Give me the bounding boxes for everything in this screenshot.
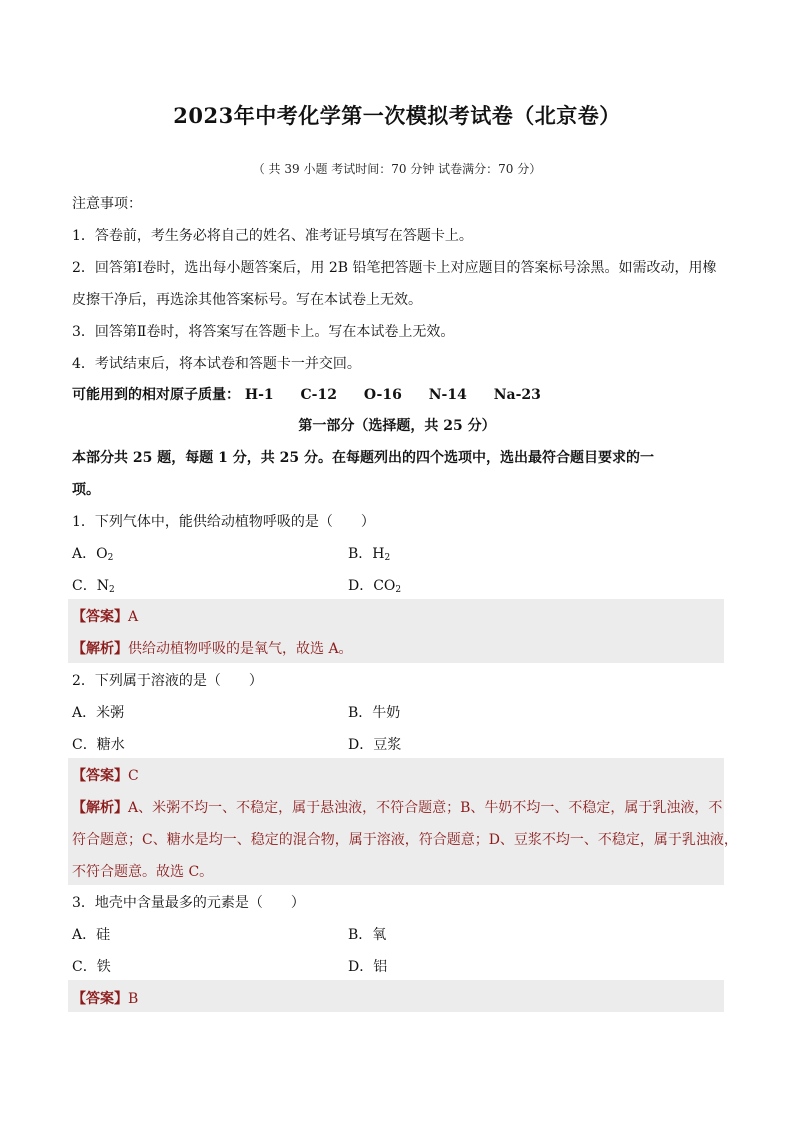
atomic-mass-h: H-1 (244, 387, 274, 403)
analysis-line: 不符合题意。故选 C。 (72, 864, 214, 880)
option-a: A．硅 (72, 927, 111, 943)
answer-line: 【答案】C (72, 768, 139, 784)
option-d: D．铝 (348, 959, 388, 975)
atomic-masses (72, 384, 563, 404)
option-a: A．$O_2$ (72, 546, 114, 563)
option-c: C．铁 (72, 959, 111, 975)
question-stem: 2．下列属于溶液的是（ ） (72, 673, 263, 689)
notice-item: 1．答卷前，考生务必将自己的姓名、准考证号填写在答题卡上。 (72, 228, 473, 244)
atomic-masses-label: 可能用到的相对原子质量： (72, 387, 240, 403)
analysis-line: 符合题意；C、糖水是均一、稳定的混合物，属于溶液，符合题意；D、豆浆不均一、不稳定，属于乳浊液， (72, 832, 738, 848)
option-c: C．糖水 (72, 737, 125, 753)
option-b: B．$H_2$ (348, 546, 391, 563)
notice-heading: 注意事项： (72, 196, 142, 212)
atomic-mass-n: N-14 (428, 387, 467, 403)
answer-line: 【答案】B (72, 991, 139, 1007)
answer-line: 【答案】A (72, 609, 139, 625)
atomic-mass-o: O-16 (363, 387, 402, 403)
section-instruction: 项。 (72, 482, 100, 498)
analysis-line: 【解析】A、米粥不均一、不稳定，属于悬浊液，不符合题意；B、牛奶不均一、不稳定，属于乳浊液，不 (72, 800, 723, 816)
section-instruction: 本部分共 25 题，每题 1 分，共 25 分。在每题列出的四个选项中，选出最符合题目要求的一 (72, 450, 654, 466)
notice-item: 2．回答第Ⅰ卷时，选出每小题答案后，用 2B 铅笔把答题卡上对应题目的答案标号涂黑。如需改动，用橡 (72, 260, 717, 276)
exam-subtitle: （ 共 39 小题 考试时间：70 分钟 试卷满分：70 分） (252, 162, 542, 176)
notice-item: 皮擦干净后，再选涂其他答案标号。写在本试卷上无效。 (72, 292, 422, 308)
option-c: C．$N_2$ (72, 578, 115, 595)
notice-item: 4．考试结束后，将本试卷和答题卡一并交回。 (72, 356, 361, 372)
question-stem: 3．地壳中含量最多的元素是（ ） (72, 895, 305, 911)
option-d: D．豆浆 (348, 737, 402, 753)
option-b: B．氧 (348, 927, 387, 943)
atomic-mass-c: C-12 (300, 387, 337, 403)
option-a: A．米粥 (72, 705, 125, 721)
question-stem: 1．下列气体中，能供给动植物呼吸的是（ ） (72, 514, 375, 530)
atomic-mass-na: Na-23 (493, 387, 541, 403)
analysis-line: 【解析】供给动植物呼吸的是氧气，故选 A。 (72, 641, 353, 657)
option-d: D．$CO_2$ (348, 578, 402, 595)
option-b: B．牛奶 (348, 705, 401, 721)
section-title: 第一部分（选择题，共 25 分） (298, 418, 496, 434)
answer-box (68, 980, 724, 1012)
notice-item: 3．回答第Ⅱ卷时，将答案写在答题卡上。写在本试卷上无效。 (72, 324, 455, 340)
exam-title: 2023年中考化学第一次模拟考试卷（北京卷） (173, 103, 621, 128)
